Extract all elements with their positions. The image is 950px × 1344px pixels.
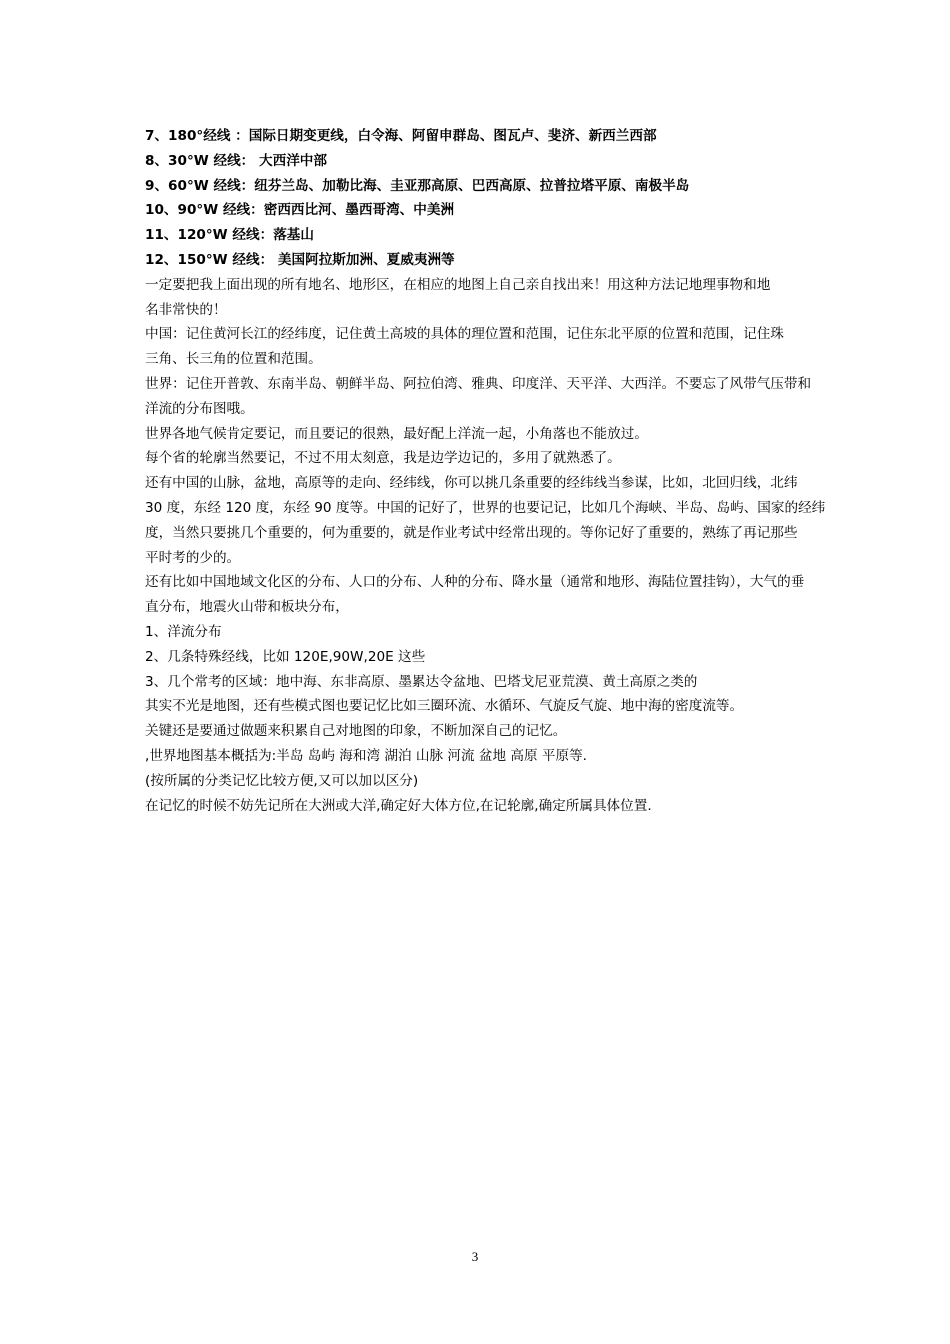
text-line: 世界：记住开普敦、东南半岛、朝鲜半岛、阿拉伯湾、雅典、印度洋、天平洋、大西洋。不要忘了风带气压带和 <box>145 375 812 392</box>
text-line: 平时考的少的。 <box>145 549 241 566</box>
text-line: 直分布，地震火山带和板块分布， <box>145 599 349 616</box>
page-number: 3 <box>471 1249 479 1264</box>
text-line: 其实不光是地图，还有些模式图也要记忆比如三圈环流、水循环、气旋反气旋、地中海的密度流等。 <box>145 698 744 715</box>
text-line: 一定要把我上面出现的所有地名、地形区，在相应的地图上自己亲自找出来！用这种方法记地理事物和地 <box>145 276 771 293</box>
text-line: 每个省的轮廓当然要记，不过不用太刻意，我是边学边记的，多用了就熟悉了。 <box>145 450 621 467</box>
text-line: ,世界地图基本概括为:半岛 岛屿 海和湾 湖泊 山脉 河流 盆地 高原 平原等. <box>145 747 588 764</box>
text-line: 30 度，东经 120 度，东经 90 度等。中国的记好了，世界的也要记记，比如几个海峡、半岛、岛屿、国家的经纬 <box>145 499 826 516</box>
text-line: 1、洋流分布 <box>145 623 222 640</box>
text-line: 2、几条特殊经线，比如 120E,90W,20E 这些 <box>145 648 426 665</box>
text-line: 洋流的分布图哦。 <box>145 400 254 417</box>
text-line: 9、60°W 经线：纽芬兰岛、加勒比海、圭亚那高原、巴西高原、拉普拉塔平原、南极半岛 <box>145 177 690 194</box>
text-line: 7、180°经线 ：国际日期变更线，白令海、阿留申群岛、图瓦卢、斐济、新西兰西部 <box>145 128 657 144</box>
text-line: 度，当然只要挑几个重要的，何为重要的，就是作业考试中经常出现的。等你记好了重要的，熟练了再记那些 <box>145 524 798 541</box>
text-line: 11、120°W 经线：落基山 <box>145 227 314 244</box>
text-line: 中国：记住黄河长江的经纬度，记住黄土高坡的具体的理位置和范围，记住东北平原的位置和范围，记住珠 <box>145 326 784 343</box>
text-line: 8、30°W 经线： 大西洋中部 <box>145 152 327 169</box>
text-line: (按所属的分类记忆比较方便,又可以加以区分) <box>145 772 419 789</box>
document-body <box>145 124 826 818</box>
text-line: 3、几个常考的区域：地中海、东非高原、墨累达令盆地、巴塔戈尼亚荒漠、黄土高原之类的 <box>145 673 698 690</box>
text-line: 名非常快的！ <box>145 301 227 318</box>
text-line: 还有中国的山脉，盆地，高原等的走向、经纬线，你可以挑几条重要的经纬线当参谋，比如，北回归线，北纬 <box>145 475 798 492</box>
text-line: 三角、长三角的位置和范围。 <box>145 351 322 368</box>
text-line: 在记忆的时候不妨先记所在大洲或大洋,确定好大体方位,在记轮廓,确定所属具体位置. <box>145 797 652 814</box>
text-line: 关键还是要通过做题来积累自己对地图的印象，不断加深自己的记忆。 <box>145 723 567 740</box>
text-line: 还有比如中国地域文化区的分布、人口的分布、人种的分布、降水量（通常和地形、海陆位置挂钩），大气的垂 <box>145 574 805 591</box>
text-line: 12、150°W 经线： 美国阿拉斯加洲、夏威夷洲等 <box>145 251 455 268</box>
text-line: 世界各地气候肯定要记，而且要记的很熟，最好配上洋流一起，小角落也不能放过。 <box>145 425 648 442</box>
text-line: 10、90°W 经线：密西西比河、墨西哥湾、中美洲 <box>145 202 455 219</box>
